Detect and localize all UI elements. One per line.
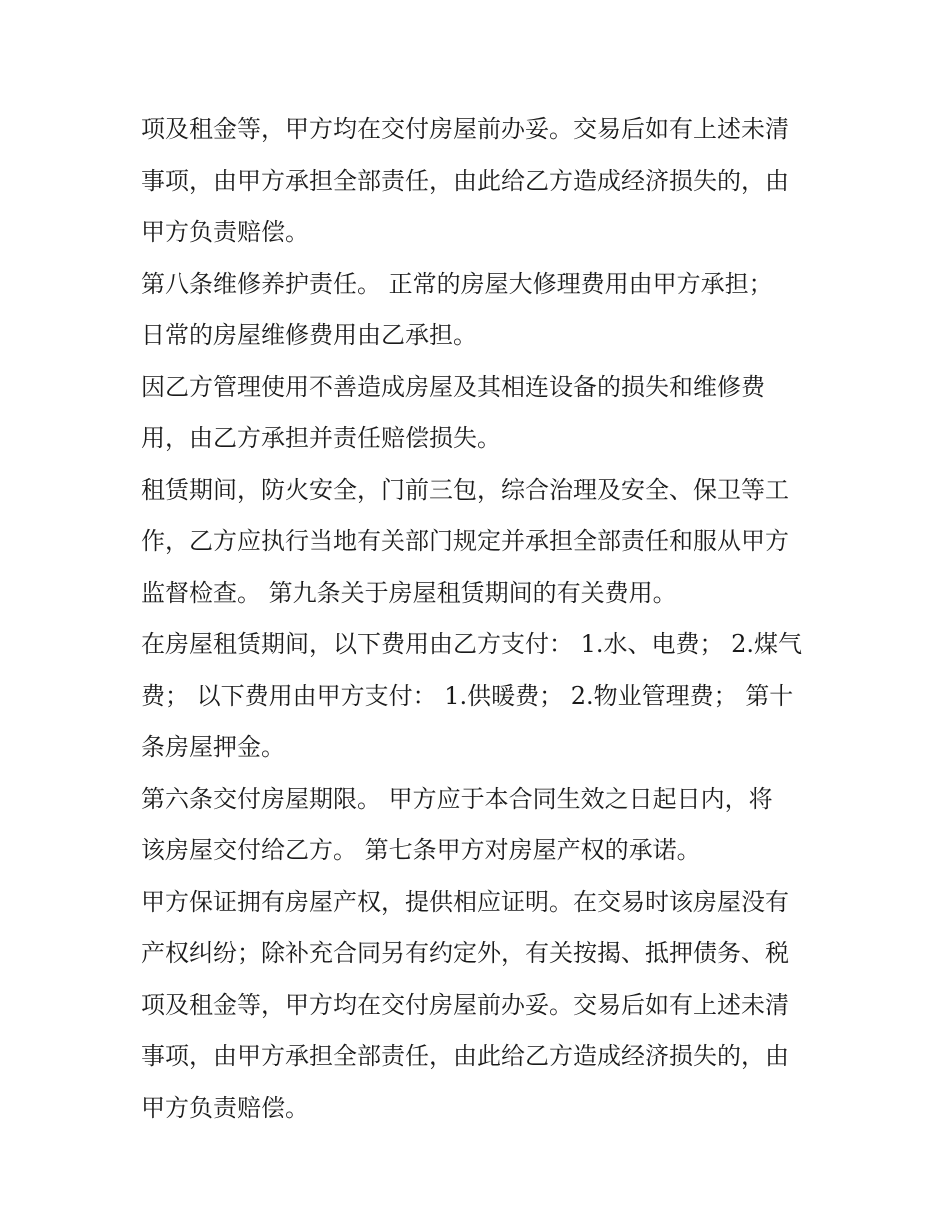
text-line: 甲方负责赔偿。: [141, 218, 309, 246]
text-line: 事项，由甲方承担全部责任，由此给乙方造成经济损失的，由: [141, 166, 789, 195]
text-line: 作，乙方应执行当地有关部门规定并承担全部责任和服从甲方: [141, 527, 789, 555]
text-line: 因乙方管理使用不善造成房屋及其相连设备的损失和维修费: [141, 372, 765, 401]
text-line: 在房屋租赁期间，以下费用由乙方支付： 1.水、电费； 2.煤气: [141, 630, 803, 658]
text-line: 项及租金等，甲方均在交付房屋前办妥。交易后如有上述未清: [141, 990, 789, 1019]
text-line: 产权纠纷；除补充合同另有约定外，有关按揭、抵押债务、税: [141, 939, 789, 967]
text-line: 费； 以下费用由甲方支付： 1.供暖费； 2.物业管理费； 第十: [141, 681, 794, 710]
text-line: 甲方保证拥有房屋产权，提供相应证明。在交易时该房屋没有: [141, 887, 789, 916]
text-line: 条房屋押金。: [141, 733, 285, 761]
text-line: 甲方负责赔偿。: [141, 1093, 309, 1122]
document-body: [141, 104, 821, 1134]
text-line: 监督检查。 第九条关于房屋租赁期间的有关费用。: [141, 578, 677, 607]
text-line: 第八条维修养护责任。 正常的房屋大修理费用由甲方承担；: [141, 269, 773, 298]
text-line: 事项，由甲方承担全部责任，由此给乙方造成经济损失的，由: [141, 1042, 789, 1070]
text-line: 租赁期间，防火安全，门前三包，综合治理及安全、保卫等工: [141, 475, 789, 504]
text-line: 该房屋交付给乙方。 第七条甲方对房屋产权的承诺。: [141, 836, 701, 864]
text-line: 项及租金等，甲方均在交付房屋前办妥。交易后如有上述未清: [141, 115, 789, 143]
text-line: 第六条交付房屋期限。 甲方应于本合同生效之日起日内，将: [141, 784, 773, 813]
text-line: 日常的房屋维修费用由乙承担。: [141, 321, 477, 349]
text-line: 用，由乙方承担并责任赔偿损失。: [141, 424, 501, 452]
